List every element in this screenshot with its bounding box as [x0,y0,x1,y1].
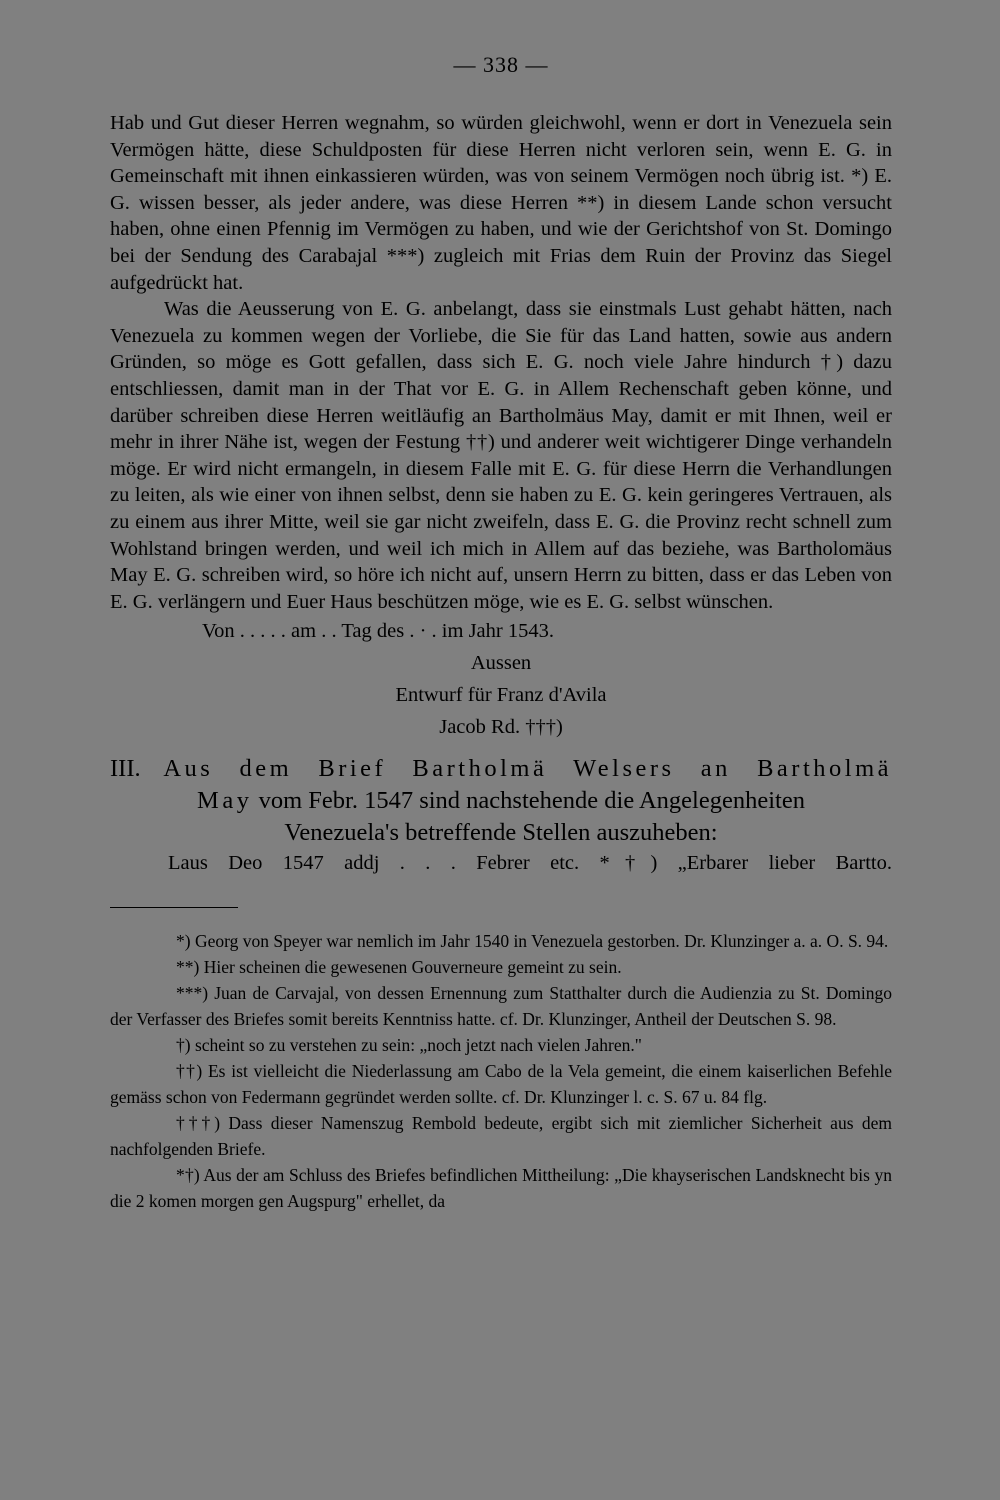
aussen-label: Aussen [470,652,532,675]
section-heading-line-2 [110,785,892,817]
footnote: †) scheint so zu verstehen zu sein: „noch jetzt nach vielen Jahren." [176,1035,642,1056]
footnote: *) Georg von Speyer war nemlich im Jahr 1540 in Venezuela gestorben. Dr. Klunzinger a. a. O. S. 94. [176,931,889,952]
paragraph-1: Hab und Gut dieser Herren wegnahm, so würden gleichwohl, wenn er dort in Venezuela sein Vermögen hätte, diese Schuldposten für diese Herren nicht verloren sein, wenn E. G. in Gemeinschaft mit ihnen einkassieren würden, was von seinem Vermögen noch übrig ist. *) E. G. wissen besser, als jeder andere, was diese Herren **) in diesem Lande schon versucht haben, ohne einen Pfennig im Vermögen zu haben, und wie der Gerichtshof von St. Domingo bei der Sendung des Carabajal ***) zugleich mit Frias dem Ruin der Provinz das Siegel aufgedrückt hat. [110,112,892,294]
document-page [110,52,892,1214]
section-heading-line-3: Venezuela's betreffende Stellen auszuheben: [284,819,718,847]
footnote: **) Hier scheinen die gewesenen Gouverneure gemeint zu sein. [176,957,622,978]
date-line: Von . . . . . am . . Tag des . · . im Jahr 1543. [202,620,554,643]
paragraph-2: Was die Aeusserung von E. G. anbelangt, dass sie einstmals Lust gehabt hätten, nach Venezuela zu kommen wegen der Vorliebe, die Sie für das Land hatten, sowie aus andern Gründen, so möge es Gott gefallen, dass sich E. G. noch viele Jahre hindurch †) dazu entschliessen, damit man in der That vor E. G. in Allem Rechenschaft geben könne, und darüber schreiben diese Herren weitläufig an Bartholmäus May, damit er mit Ihnen, weil er mehr in ihrer Nähe ist, wegen der Festung ††) und anderer weit wichtigerer Dinge verhandeln möge. Er wird nicht ermangeln, in diesem Falle mit E. G. für diese Herrn die Verhandlungen zu leiten, als wie einer von ihnen selbst, denn sie haben zu E. G. kein geringeres Vertrauen, als zu einem aus ihrer Mitte, weil sie gar nicht zweifeln, dass E. G. die Provinz recht schnell zum Wohlstand bringen werden, und weil ich mich in Allem auf das beziehe, was Bartholomäus May E. G. schreiben wird, so höre ich nicht auf, unsern Herrn zu bitten, dass er das Leben von E. G. verlängern und Euer Haus beschützen möge, wie es E. G. selbst wünschen. [110,298,892,613]
section-heading-spaced-text: Aus dem Brief Bartholmä Welsers an Bartholmä [163,755,892,783]
footnote: ††) Es ist vielleicht die Niederlassung am Cabo de la Vela gemeint, die einem kaiserlichen Befehle gemäss schon von Federmann gegründet werden sollte. cf. Dr. Klunzinger l. c. S. 67 u. 84 flg. [110,1061,892,1108]
draft-note: Entwurf für Franz d'Avila [395,684,607,707]
footnote: *†) Aus der am Schluss des Briefes befindlichen Mittheilung: „Die khayserischen Landsknecht bis yn die 2 komen morgen gen Augspurg" erhellet, da [110,1165,892,1212]
section-first-line: Laus Deo 1547 addj . . . Febrer etc. *†) „Erbarer lieber Bartto. [168,852,892,875]
section-heading-name: May [197,787,253,815]
section-heading-line-1 [110,753,892,785]
letter-closing [110,615,892,743]
body-text [110,110,892,615]
section-heading-rest: vom Febr. 1547 sind nachstehende die Angelegenheiten [258,787,805,815]
signature: Jacob Rd. †††) [439,716,563,739]
footnotes [110,928,892,1214]
footnote: †††) Dass dieser Namenszug Rembold bedeute, ergibt sich mit ziemlicher Sicherheit aus dem nachfolgenden Briefe. [110,1113,892,1160]
section-numeral: III. [110,755,141,783]
section-heading [110,753,892,849]
page-number: — 338 — [453,52,549,77]
footnote-divider [110,907,238,908]
footnote: ***) Juan de Carvajal, von dessen Ernennung zum Statthalter durch die Audienzia zu St. Domingo der Verfasser des Briefes somit bereits Kenntniss hatte. cf. Dr. Klunzinger, Antheil der Deutschen S. 98. [110,983,892,1030]
